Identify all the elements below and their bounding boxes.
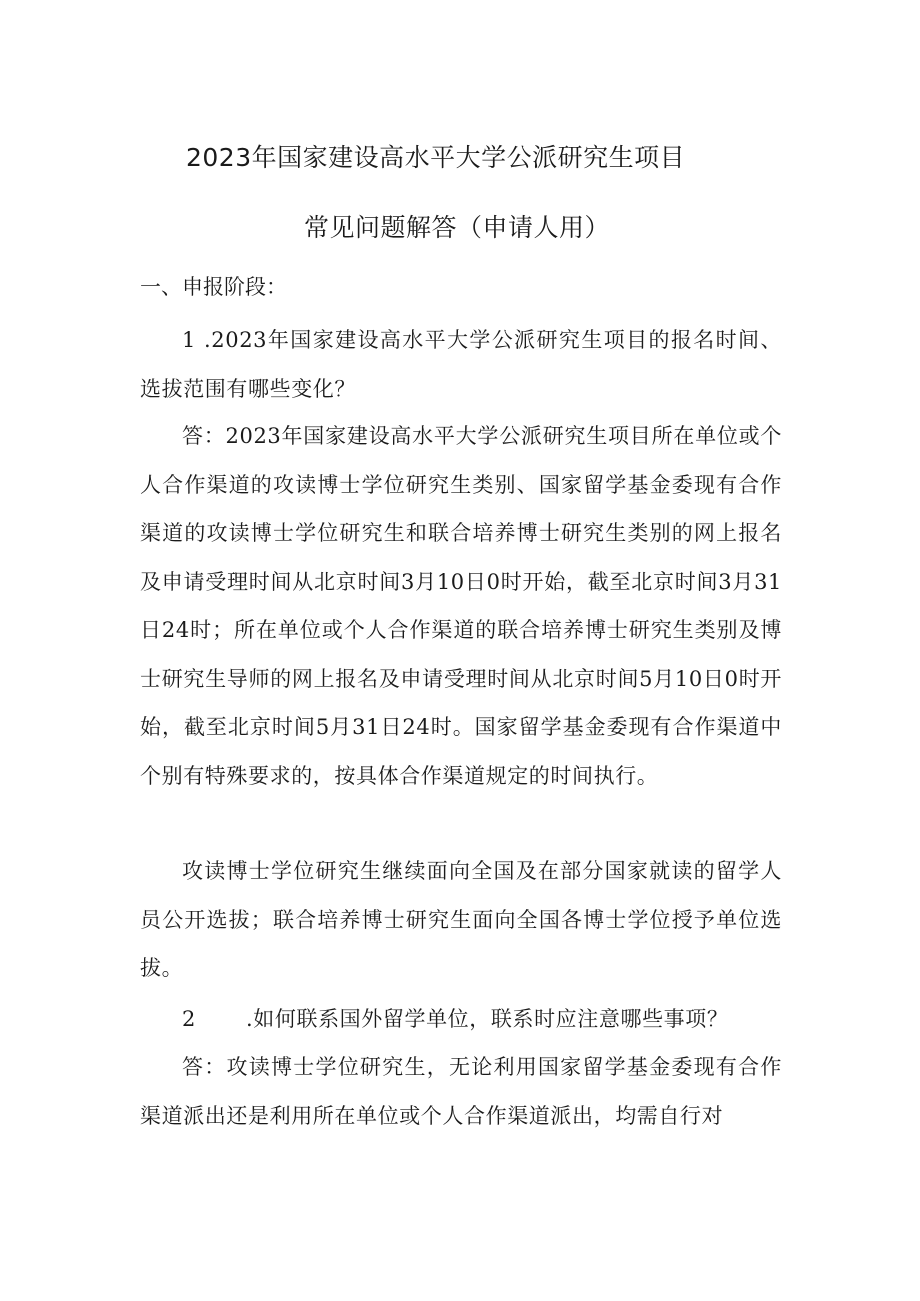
question-2 xyxy=(182,995,728,1044)
document-title-line1: 2023年国家建设高水平大学公派研究生项目 xyxy=(186,143,686,172)
answer-1-continued: 攻读博士学位研究生继续面向全国及在部分国家就读的留学人员公开选拔；联合培养博士研究生面向全国各博士学位授予单位选拔。 xyxy=(140,859,782,980)
question-2-text: .如何联系国外留学单位，联系时应注意哪些事项？ xyxy=(246,1007,729,1031)
section-heading: 一、申报阶段： xyxy=(140,275,287,299)
answer-2: 答：攻读博士学位研究生，无论利用国家留学基金委现有合作渠道派出还是利用所在单位或个人合作渠道派出，均需自行对 xyxy=(140,1055,782,1128)
question-1: 1 .2023年国家建设高水平大学公派研究生项目的报名时间、选拔范围有哪些变化？ xyxy=(140,328,782,401)
question-2-number: 2 xyxy=(182,1007,196,1031)
answer-1: 答：2023年国家建设高水平大学公派研究生项目所在单位或个人合作渠道的攻读博士学位研究生类别、国家留学基金委现有合作渠道的攻读博士学位研究生和联合培养博士研究生类别的网上报名及申请受理时间从北京时间3月10日0时开始，截至北京时间3月31日24时；所在单位或个人合作渠道的联合培养博士研究生类别及博士研究生导师的网上报名及申请受理时间从北京时间5月10日0时开始，截至北京时间5月31日24时。国家留学基金委现有合作渠道中个别有特殊要求的，按具体合作渠道规定的时间执行。 xyxy=(140,424,782,788)
document-title-line2: 常见问题解答（申请人用） xyxy=(304,213,611,242)
